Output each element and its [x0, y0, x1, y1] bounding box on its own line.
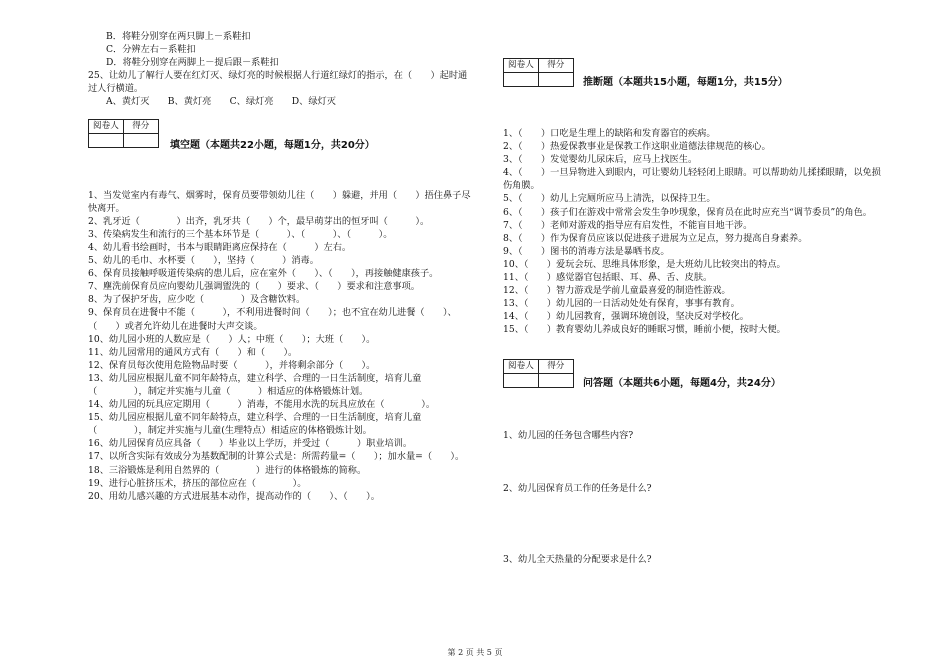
fill-question: 20、用幼儿感兴趣的方式进展基本动作，提高动作的（ ）、（ ）。 — [88, 490, 380, 502]
option-b: B．将鞋分别穿在两只脚上－系鞋扣 — [106, 31, 251, 42]
qa-section-title: 问答题（本题共6小题，每题4分，共24分） — [583, 377, 781, 389]
reviewer-cell — [89, 133, 124, 147]
page-footer: 第 2 页 共 5 页 — [447, 648, 503, 657]
fill-section-header — [88, 119, 476, 171]
fill-question: 18、三浴锻炼是利用自然界的（ ）进行的体格锻炼的简称。 — [88, 464, 367, 476]
fill-question: 3、传染病发生和流行的三个基本环节是（ ）、（ ）、（ ）。 — [88, 228, 393, 240]
judge-question: 8、（ ）作为保育员应该以促进孩子进展为立足点，努力提高自身素养。 — [503, 232, 808, 244]
fill-question: 7、塵洗前保育员应向婴幼儿强调盥洗的（ ）要求、（ ）要求和注意事项。 — [88, 281, 420, 293]
fill-question: 6、保育员接触呼吸道传染病的患儿后，应在室外（ ）、（ ），再接触健康孩子。 — [88, 268, 439, 280]
judge-question-list — [503, 127, 885, 337]
judge-question: 12、（ ）智力游戏是学前儿童最喜爱的制造性游戏。 — [503, 285, 731, 297]
fill-question: 10、幼儿园小班的人数应是（ ）人；中班（ ）；大班（ ）。 — [88, 333, 376, 345]
judge-question: 3、（ ）发觉婴幼儿尿床后，应马上找医生。 — [503, 154, 698, 166]
fill-question: 14、幼儿园的玩具应定期用（ ）消毒，不能用水洗的玩具应放在（ ）。 — [88, 399, 436, 411]
score-cell — [123, 133, 158, 147]
fill-question: 16、幼儿园保育员应具备（ ）毕业以上学历，并受过（ ）职业培训。 — [88, 438, 413, 450]
score-label: 得分 — [123, 119, 158, 133]
score-box — [88, 119, 159, 148]
score-box — [503, 359, 574, 388]
question-25-options: A、黄灯灭 B、黄灯亮 C、绿灯亮 D、绿灯灭 — [106, 96, 336, 108]
qa-section-header — [503, 359, 885, 411]
judge-question: 13、（ ）幼儿园的一日活动处处有保育，事事有教育。 — [503, 298, 740, 310]
question-25: 25、让幼儿了解行人要在红灯灭、绿灯亮的时候根据人行道红绿灯的指示，在（ ）起时通过人行横道。 — [88, 70, 468, 95]
judge-question: 1、（ ）口吃是生理上的缺陷和发育器官的疾病。 — [503, 128, 716, 139]
fill-question: 11、幼儿园常用的通风方式有（ ）和（ ）。 — [88, 346, 298, 358]
reviewer-label: 阅卷人 — [504, 59, 539, 73]
fill-question: 5、幼儿的毛巾、水杯要（ ），坚持（ ）消毒。 — [88, 255, 319, 267]
qa-question: 2、幼儿园保育员工作的任务是什么? — [503, 482, 652, 494]
score-cell — [538, 373, 573, 387]
judge-question: 9、（ ）图书的消毒方法是暴晒书皮。 — [503, 245, 670, 257]
reviewer-label: 阅卷人 — [504, 359, 539, 373]
fill-question: 8、为了保护牙齿，应少吃（ ）及含糖饮料。 — [88, 294, 306, 306]
judge-question: 7、（ ）老师对游戏的指导应有启发性，不能盲目地干涉。 — [503, 219, 753, 231]
judge-question: 15、（ ）教育婴幼儿养成良好的睡眠习惯，睡前小便，按时大便。 — [503, 324, 786, 336]
fill-question: 2、乳牙近（ ）出齐，乳牙共（ ）个，最早萌芽出的恒牙叫（ ）。 — [88, 215, 430, 227]
fill-question-list — [88, 189, 476, 503]
judge-section-header — [503, 58, 885, 110]
score-label: 得分 — [538, 359, 573, 373]
judge-question: 5、（ ）幼儿上完厕所应马上清洗，以保持卫生。 — [503, 193, 716, 205]
fill-question: 17、以所含实际有效成分为基数配制的计算公式是：所需药量=（ ）；加水量=（ ）。 — [88, 451, 465, 463]
right-column — [503, 58, 885, 566]
judge-section-title: 推断题（本题共15小题，每题1分，共15分） — [583, 77, 788, 88]
qa-question: 1、幼儿园的任务包含哪些内容? — [503, 429, 634, 441]
judge-question: 2、（ ）热爱保教事业是保教工作这职业道德法律规范的核心。 — [503, 141, 771, 153]
option-d: D．将鞋分别穿在两脚上－提后跟－系鞋扣 — [106, 57, 279, 69]
fill-question: 4、幼儿看书绘画时，书本与眼睛距离应保持在（ ）左右。 — [88, 241, 352, 253]
fill-question: 1、当发觉室内有毒气、烟雾时，保育员要带领幼儿往（ ）躲避，并用（ ）捂住鼻子尽快离开。 — [88, 189, 471, 214]
fill-question: 15、幼儿园应根据儿童不同年龄特点，建立科学、合理的一日生活制度，培育儿童（ ），制定并实施与儿童(生理特点）相适应的体格锻炼计划。 — [88, 412, 422, 437]
qa-question: 3、幼儿全天热量的分配要求是什么? — [503, 553, 652, 565]
reviewer-cell — [504, 73, 539, 87]
judge-question: 10、（ ）爱玩会玩、思维具体形象，是大班幼儿比较突出的特点。 — [503, 258, 786, 270]
fill-question: 12、保育员每次使用危险物品时要（ ），并将剩余部分（ ）。 — [88, 359, 376, 371]
judge-question: 14、（ ）幼儿园教育，强调环境创设，坚决反对学校化。 — [503, 311, 749, 323]
option-c: C．分辨左右－系鞋扣 — [106, 44, 196, 56]
fill-question: 9、保育员在进餐中不能（ ），不利用进餐时间（ ）；也不宜在幼儿进餐（ ）、（ ）或者允许幼儿在进餐时大声交谈。 — [88, 307, 457, 332]
fill-section-title: 填空题（本题共22小题，每题1分，共20分） — [170, 139, 375, 151]
score-label: 得分 — [538, 59, 573, 73]
reviewer-cell — [504, 373, 539, 387]
fill-question: 13、幼儿园应根据儿童不同年龄特点，建立科学、合理的一日生活制度，培育儿童（ ），制定并实施与儿童（ ）相适应的体格锻炼计划。 — [88, 372, 422, 397]
reviewer-label: 阅卷人 — [89, 119, 124, 133]
judge-question: 11、（ ）感觉器官包括眼、耳、鼻、舌、皮肤。 — [503, 272, 713, 284]
judge-question: 6、（ ）孩子们在游戏中常常会发生争吵现象，保育员在此时应充当“调节委员”的角色。 — [503, 206, 872, 218]
score-box — [503, 58, 574, 87]
score-cell — [538, 73, 573, 87]
left-column — [88, 30, 476, 503]
judge-question: 4、（ ）一旦异物进入到眼内，可让婴幼儿轻轻闭上眼睛。可以帮助幼儿揉揉眼睛，以免损伤角膜。 — [503, 167, 881, 192]
fill-question: 19、进行心脏挤压术，挤压的部位应在（ ）。 — [88, 477, 307, 489]
